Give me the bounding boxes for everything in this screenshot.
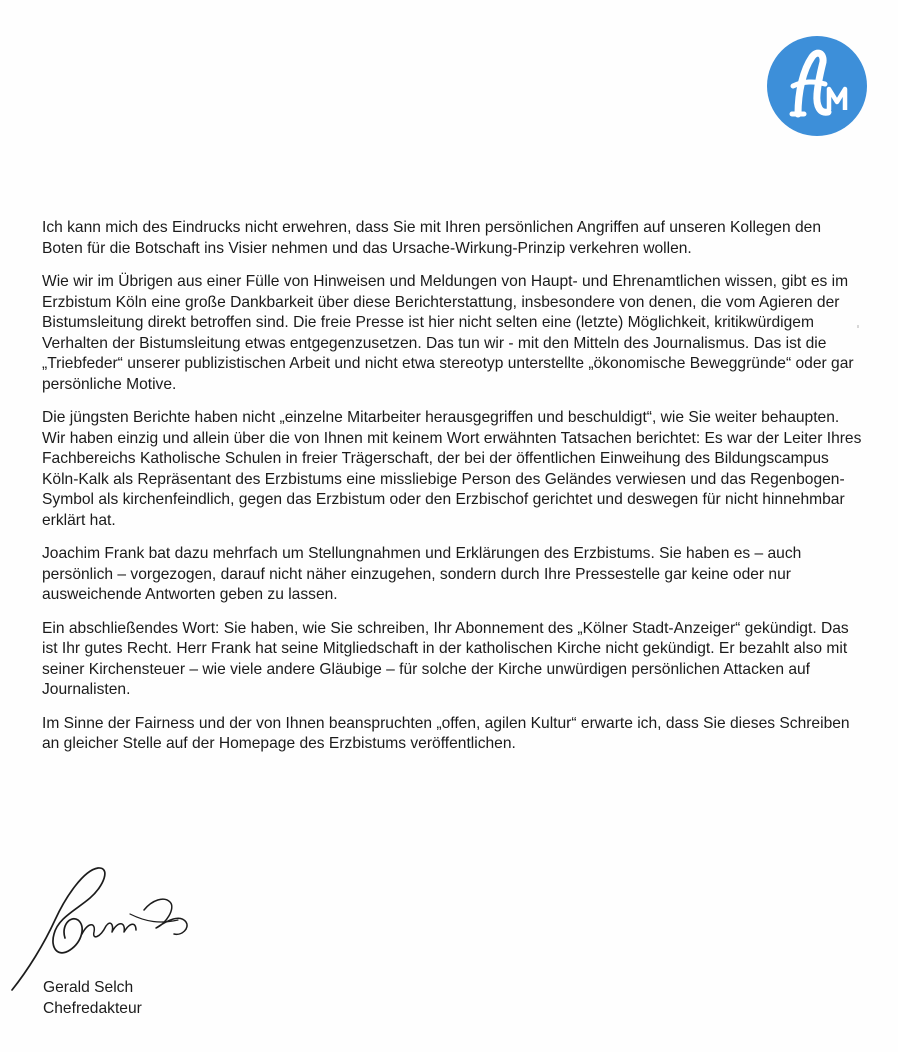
paragraph-visier: Ich kann mich des Eindrucks nicht erwehren, dass Sie mit Ihren persönlichen Angriffen auf unseren Kollegen den Boten für die Botschaft ins Visier nehmen und das Ursache-Wirkung-Prinzip verkehren wollen. <box>42 219 821 257</box>
paragraph-berichte: Die jüngsten Berichte haben nicht „einzelne Mitarbeiter herausgegriffen und beschuldigt“, wie Sie weiter behaupten. Wir haben einzig und allein über die von Ihnen mit keinem Wort erwähnten Tatsachen berichtet: Es war der Leiter Ihres Fachbereichs Katholische Schulen in freier Trägerschaft, der bei der öffentlichen Einweihung des Bildungscampus Köln-Kalk als Repräsentant des Erzbistums eine missliebige Person des Geländes verwiesen und das Regenbogen-Symbol als kirchenfeindlich, gegen das Erzbistum oder den Erzbischof gerichtet und deswegen für nicht hinnehmbar erklärt hat. <box>42 409 862 529</box>
paragraph-dankbarkeit: Wie wir im Übrigen aus einer Fülle von Hinweisen und Meldungen von Haupt- und Ehrenamtlichen wissen, gibt es im Erzbistum Köln eine große Dankbarkeit über diese Berichterstattung, insbesondere von denen, die vom Agieren der Bistumsleitung direkt betroffen sind. Die freie Presse ist hier nicht selten eine (letzte) Möglichkeit, kritikwürdigem Verhalten der Bistumsleitung etwas entgegenzusetzen. Das tun wir - mit den Mitteln des Journalismus. Das ist die „Triebfeder“ unserer publizistischen Arbeit und nicht etwa stereotyp unterstellte „ökonomische Beweggründe“ oder gar persönliche Motive. <box>42 273 854 393</box>
sender-name: Gerald Selch <box>43 979 134 996</box>
sender-block <box>43 977 142 1019</box>
handwritten-signature-icon <box>10 862 200 992</box>
letter-body <box>42 218 862 768</box>
sender-title: Chefredakteur <box>43 1000 142 1017</box>
paragraph-abonnement: Ein abschließendes Wort: Sie haben, wie Sie schreiben, Ihr Abonnement des „Kölner Stadt-Anzeiger“ gekündigt. Das ist Ihr gutes Recht. Herr Frank hat seine Mitgliedschaft in der katholischen Kirche nicht gekündigt. Er bezahlt also mit seiner Kirchensteuer – wie viele andere Gläubige – für solche der Kirche unwürdigen persönlichen Attacken auf Journalisten. <box>42 619 849 698</box>
paragraph-fairness: Im Sinne der Fairness und der von Ihnen beanspruchten „offen, agilen Kultur“ erwarte ich, dass Sie dieses Schreiben an gleicher Stelle auf der Homepage des Erzbistums veröffentlichen. <box>42 714 850 752</box>
paragraph-stellungnahmen: Joachim Frank bat dazu mehrfach um Stellungnahmen und Erklärungen des Erzbistums. Sie haben es – auch persönlich – vorgezogen, darauf nicht näher einzugehen, sondern durch Ihre Pressestelle gar keine oder nur ausweichende Antworten geben zu lassen. <box>42 545 802 603</box>
am-logo-icon <box>765 34 869 138</box>
